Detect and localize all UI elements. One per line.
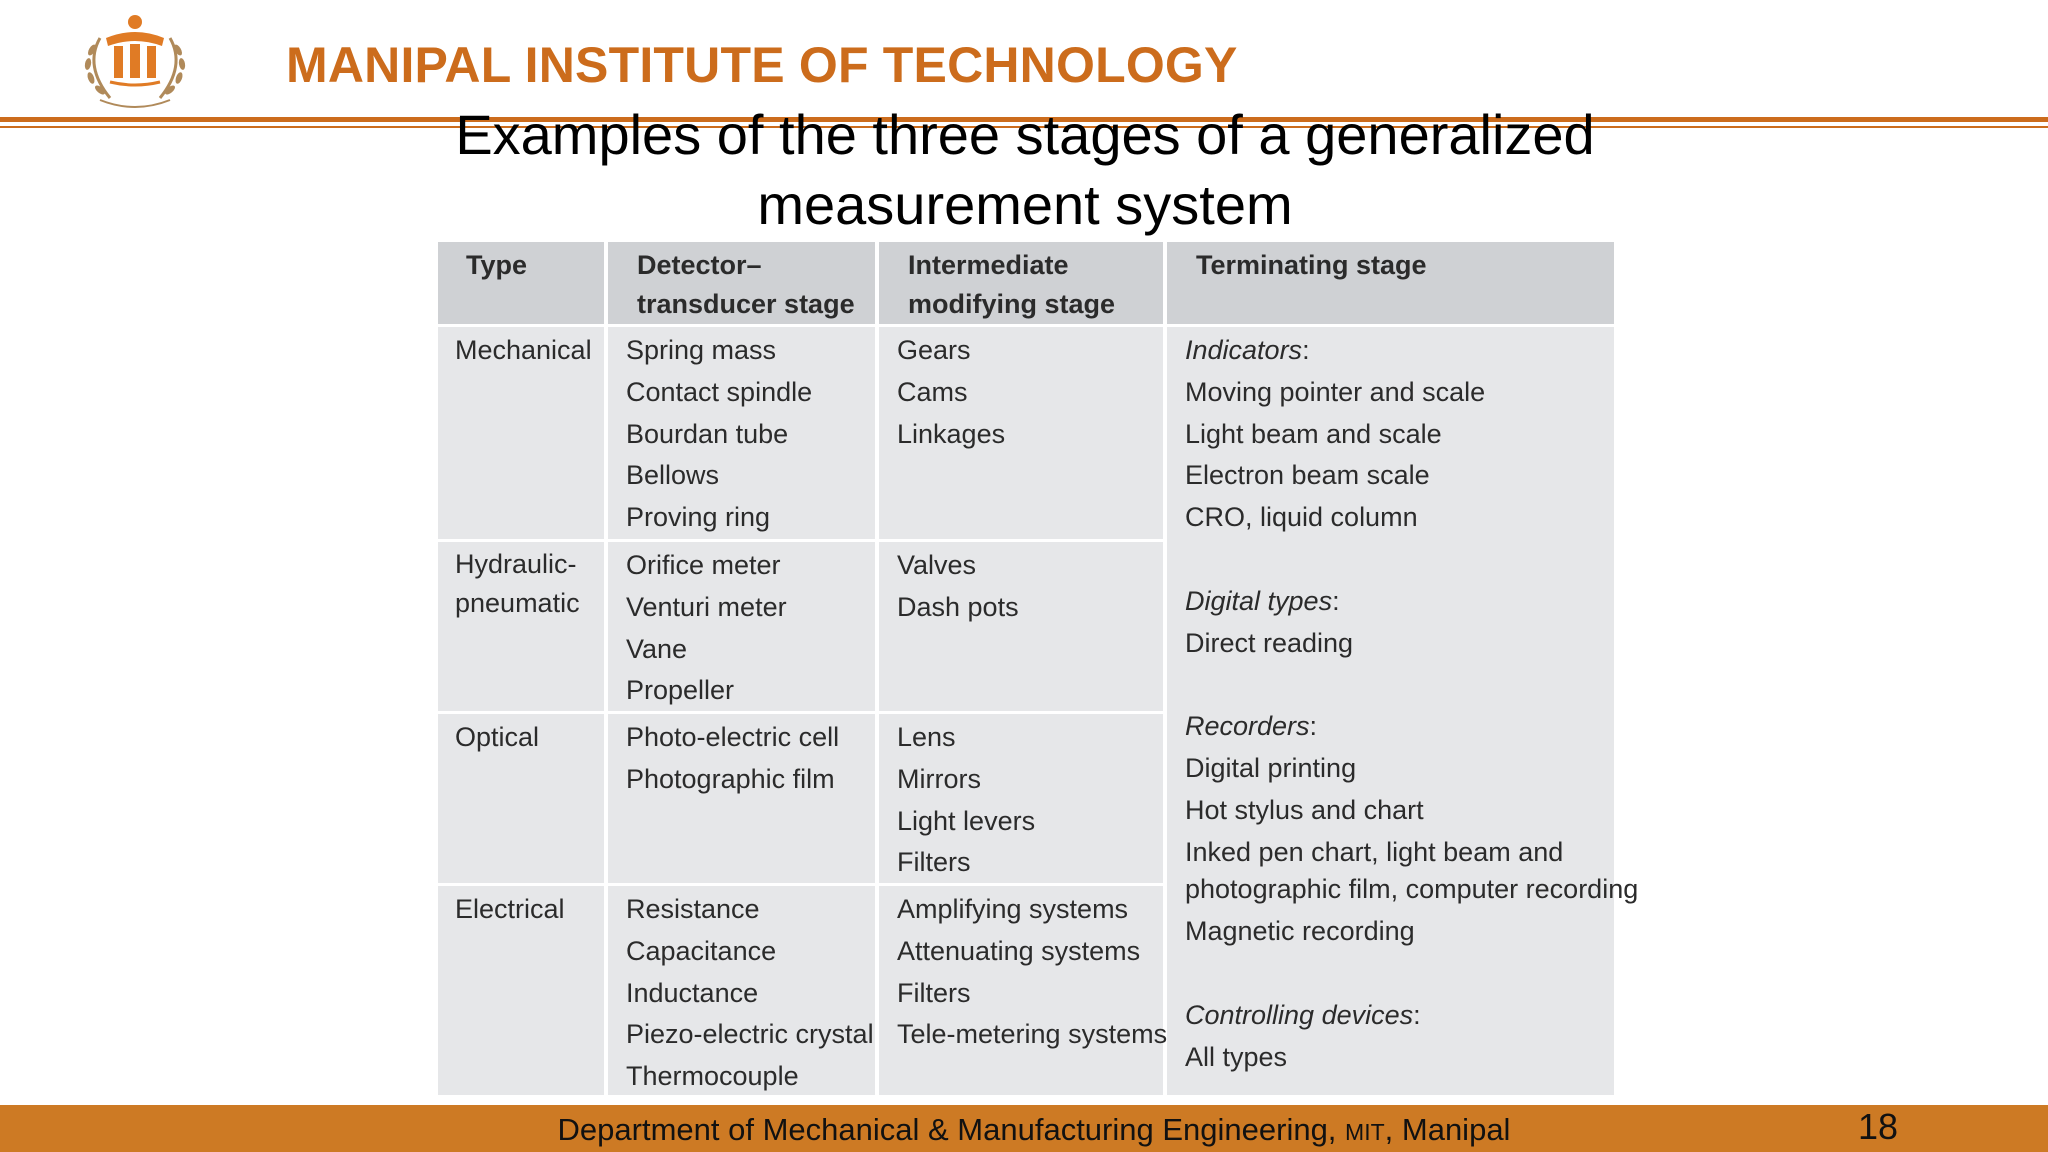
slide-title-line-1: Examples of the three stages of a generalized	[455, 103, 1595, 166]
cell-text: photographic film, computer recording	[1185, 874, 1639, 905]
terminating-stage-column: Indicators: Moving pointer and scale Light beam and scale Electron beam scale CRO, liquid column Digital types: Direct reading Recorders: Digital printing Hot stylus and chart Inked pen chart, light beam and photographic film, computer recording Magnetic recording Controlling devices: All types	[1185, 330, 1638, 1078]
row-hydraulic-intermediate	[897, 545, 1019, 629]
mit-logo	[70, 8, 200, 116]
dept-suffix: , Manipal	[1384, 1112, 1511, 1147]
dept-prefix: Department of Mechanical & Manufacturing Engineering,	[557, 1112, 1346, 1147]
slide-title-line-2: measurement system	[757, 173, 1293, 236]
row-divider	[438, 539, 1165, 542]
cell-text: Piezo-electric crystal	[626, 1019, 874, 1050]
cell-text: Mirrors	[897, 763, 981, 794]
row-hydraulic-type	[455, 545, 580, 623]
cell-text: Optical	[455, 722, 540, 752]
cell-text: pneumatic	[455, 588, 580, 618]
cell-text: Vane	[626, 633, 688, 664]
row-divider	[438, 324, 1614, 327]
cell-text: Photographic film	[626, 763, 835, 794]
cell-text: Venturi meter	[626, 591, 787, 622]
group-heading-controlling-devices: Controlling devices	[1185, 999, 1414, 1030]
dept-abbr: MIT	[1345, 1119, 1385, 1145]
cell-text: Magnetic recording	[1185, 916, 1415, 947]
cell-text: Hydraulic-	[455, 549, 577, 579]
institute-name: MANIPAL INSTITUTE OF TECHNOLOGY	[286, 37, 1238, 93]
row-optical-detector	[626, 717, 839, 801]
cell-text: Gears	[897, 335, 971, 365]
slide-title	[400, 100, 1650, 240]
header-detector-line-2: transducer stage	[637, 289, 855, 319]
header-type	[466, 246, 527, 285]
cell-text: Spring mass	[626, 335, 777, 365]
cell-text: Filters	[897, 847, 971, 878]
cell-text: Propeller	[626, 675, 735, 706]
cell-text: Valves	[897, 550, 977, 580]
cell-text: Capacitance	[626, 935, 777, 966]
cell-text: Light beam and scale	[1185, 418, 1442, 449]
cell-text: Electrical	[455, 894, 565, 924]
cell-text: CRO, liquid column	[1185, 502, 1418, 533]
header-terminating-label: Terminating stage	[1196, 250, 1427, 280]
cell-text: Thermocouple	[626, 1061, 799, 1092]
cell-text: Resistance	[626, 894, 760, 924]
header-type-label: Type	[466, 250, 528, 280]
row-divider	[438, 711, 1165, 714]
cell-text: Photo-electric cell	[626, 722, 840, 752]
cell-text: Dash pots	[897, 591, 1019, 622]
row-hydraulic-detector	[626, 545, 787, 712]
group-heading-digital-types: Digital types	[1185, 585, 1333, 616]
header-intermediate-line-2: modifying stage	[908, 289, 1116, 319]
cell-text: Contact spindle	[626, 376, 813, 407]
cell-text: Moving pointer and scale	[1185, 376, 1486, 407]
cell-text: Light levers	[897, 805, 1036, 836]
row-mechanical-intermediate	[897, 330, 1005, 455]
row-divider	[438, 883, 1165, 886]
column-divider	[875, 242, 879, 1095]
header-detector	[637, 246, 855, 324]
row-electrical-type	[455, 889, 565, 931]
cell-text: Bellows	[626, 460, 720, 491]
row-mechanical-type	[455, 330, 592, 372]
cell-text: Mechanical	[455, 335, 592, 365]
cell-text: Digital printing	[1185, 752, 1357, 783]
row-optical-type	[455, 717, 539, 759]
header-terminating	[1196, 246, 1427, 285]
row-electrical-intermediate	[897, 889, 1167, 1056]
cell-text: Direct reading	[1185, 627, 1354, 658]
column-divider	[604, 242, 608, 1095]
cell-text: Linkages	[897, 418, 1006, 449]
cell-text: Tele-metering systems	[897, 1019, 1168, 1050]
cell-text: Inked pen chart, light beam and	[1185, 836, 1564, 867]
cell-text: Attenuating systems	[897, 935, 1141, 966]
row-electrical-detector	[626, 889, 874, 1098]
cell-text: Electron beam scale	[1185, 460, 1430, 491]
cell-text: Cams	[897, 376, 968, 407]
group-heading-recorders: Recorders	[1185, 711, 1310, 742]
row-mechanical-detector	[626, 330, 812, 539]
cell-text: Lens	[897, 722, 956, 752]
row-optical-intermediate	[897, 717, 1035, 884]
cell-text: All types	[1185, 1041, 1288, 1072]
measurement-stages-table	[438, 242, 1639, 1095]
header-detector-line-1: Detector–	[637, 250, 762, 280]
cell-text: Amplifying systems	[897, 894, 1129, 924]
cell-text: Bourdan tube	[626, 418, 789, 449]
cell-text: Filters	[897, 977, 971, 1008]
cell-text: Proving ring	[626, 502, 771, 533]
header-intermediate	[908, 246, 1115, 324]
header-intermediate-line-1: Intermediate	[908, 250, 1069, 280]
page-number: 18	[1858, 1106, 1899, 1147]
cell-text: Hot stylus and chart	[1185, 794, 1424, 825]
department-name	[0, 1112, 2048, 1148]
cell-text: Inductance	[626, 977, 759, 1008]
cell-text: Orifice meter	[626, 550, 781, 580]
group-heading-indicators: Indicators	[1185, 335, 1303, 365]
